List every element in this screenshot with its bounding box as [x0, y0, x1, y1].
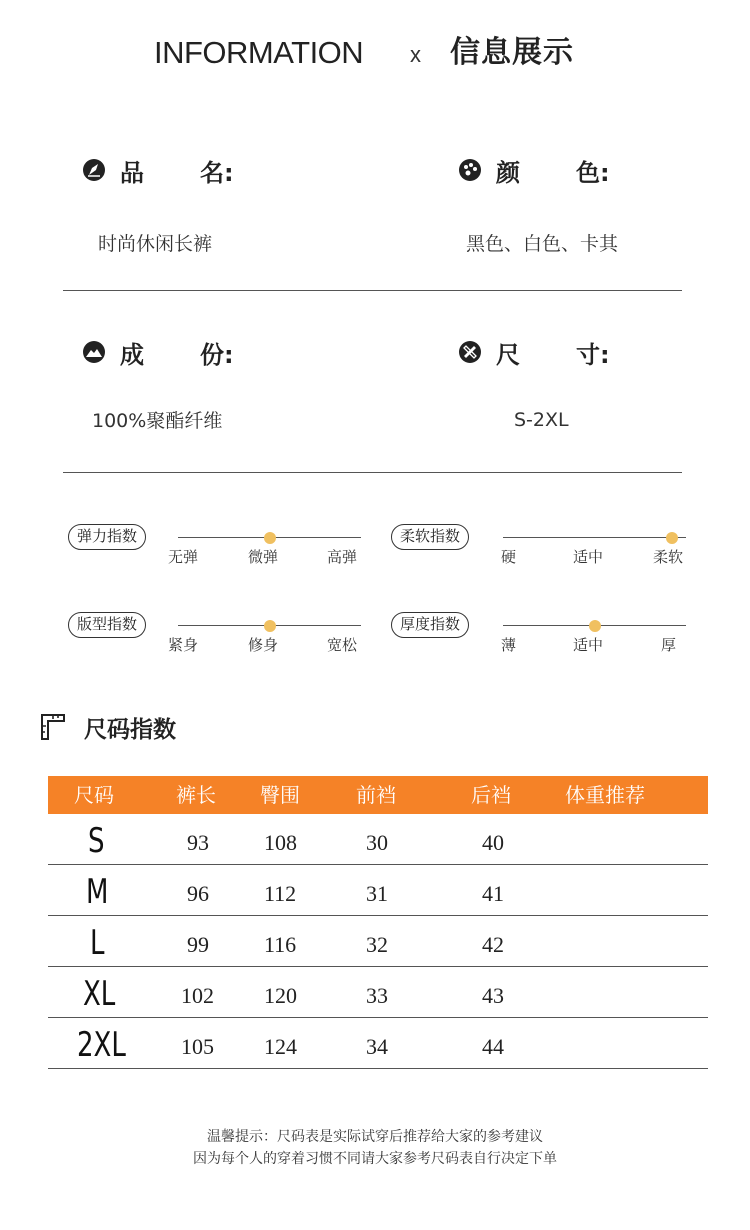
index-option: 硬 [501, 548, 517, 566]
size-cell: M [86, 872, 109, 912]
table-cell: 32 [366, 932, 388, 957]
header-title-cn: 信息展示 [450, 35, 574, 70]
ruler-icon [40, 713, 66, 741]
header-cell: 前裆 [356, 783, 396, 807]
table-cell: 43 [482, 983, 504, 1008]
index-marker [666, 532, 678, 544]
info-name-label-a: 品 [120, 158, 144, 187]
info-name-value: 时尚休闲长裤 [98, 233, 213, 255]
size-cell: XL [83, 974, 116, 1014]
index-label: 版型指数 [68, 612, 146, 638]
index-scale [68, 611, 388, 654]
table-cell: 116 [264, 932, 297, 957]
index-option: 厚 [661, 636, 677, 654]
table-cell: 30 [366, 830, 388, 855]
table-cell: 120 [264, 983, 297, 1008]
header-cell: 后裆 [471, 783, 511, 807]
info-size-label-b: 寸: [576, 340, 610, 369]
index-marker [264, 620, 276, 632]
table-cell: 41 [482, 881, 504, 906]
index-option: 宽松 [327, 636, 358, 654]
table-row [48, 967, 708, 1018]
index-label: 弹力指数 [68, 524, 146, 550]
table-cell: 33 [366, 983, 388, 1008]
info-size-label [458, 337, 610, 367]
size-cell: 2XL [77, 1025, 126, 1065]
size-table [48, 776, 708, 1069]
table-row [48, 865, 708, 916]
index-option: 修身 [248, 636, 279, 654]
info-color-label-a: 颜 [496, 158, 520, 187]
index-scale [68, 523, 388, 566]
table-row [48, 1018, 708, 1069]
index-scale [391, 523, 711, 566]
index-option: 适中 [573, 636, 604, 654]
size-section-heading: 尺码指数 [84, 716, 176, 743]
size-cell: S [88, 821, 105, 861]
index-option: 无弹 [168, 548, 199, 566]
info-size-label-a: 尺 [496, 340, 520, 369]
index-scale [391, 611, 711, 654]
table-cell: 96 [187, 881, 209, 906]
info-size-value: S-2XL [514, 409, 569, 431]
info-name-label [82, 155, 234, 185]
size-section-title [40, 710, 176, 744]
table-row [48, 916, 708, 967]
palette-icon [458, 158, 482, 182]
index-option: 薄 [501, 636, 517, 654]
header-cell: 尺码 [74, 783, 114, 807]
table-cell: 42 [482, 932, 504, 957]
index-track [503, 537, 686, 538]
table-cell: 40 [482, 830, 504, 855]
header-cell: 裤长 [176, 783, 216, 807]
page-header [0, 34, 750, 74]
pen-icon [82, 158, 106, 182]
info-material-value: 100%聚酯纤维 [92, 410, 223, 432]
divider [63, 290, 682, 291]
table-cell: 31 [366, 881, 388, 906]
header-title-en: INFORMATION [154, 35, 364, 70]
index-option: 微弹 [248, 548, 279, 566]
index-marker [589, 620, 601, 632]
table-cell: 34 [366, 1034, 388, 1059]
table-cell: 93 [187, 830, 209, 855]
index-option: 紧身 [168, 636, 199, 654]
table-cell: 112 [264, 881, 297, 906]
footer-note-line1: 温馨提示：尺码表是实际试穿后推荐给大家的参考建议 [207, 1129, 543, 1145]
info-material-label-a: 成 [120, 340, 144, 369]
header-separator: x [410, 42, 421, 67]
index-marker [264, 532, 276, 544]
size-table-header [48, 776, 708, 814]
index-option: 柔软 [653, 548, 684, 566]
size-cell: L [90, 923, 105, 963]
info-color-value: 黑色、白色、卡其 [466, 233, 619, 255]
table-cell: 108 [264, 830, 297, 855]
header-cell: 体重推荐 [565, 783, 645, 807]
divider [63, 472, 682, 473]
table-cell: 99 [187, 932, 209, 957]
table-cell: 102 [181, 983, 214, 1008]
info-name-label-b: 名: [200, 158, 234, 187]
table-cell: 105 [181, 1034, 214, 1059]
index-label: 柔软指数 [391, 524, 469, 550]
index-label: 厚度指数 [391, 612, 469, 638]
index-option: 高弹 [327, 548, 358, 566]
table-row [48, 814, 708, 865]
ruler-pencil-icon [458, 340, 482, 364]
table-cell: 44 [482, 1034, 504, 1059]
index-option: 适中 [573, 548, 604, 566]
footer-note-line2: 因为每个人的穿着习惯不同请大家参考尺码表自行决定下单 [193, 1151, 557, 1167]
info-color-label-b: 色: [576, 158, 610, 187]
table-cell: 124 [264, 1034, 297, 1059]
info-color-label [458, 155, 610, 185]
info-material-label-b: 份: [200, 340, 234, 369]
header-cell: 臀围 [260, 783, 300, 807]
info-material-label [82, 337, 234, 367]
mountain-icon [82, 340, 106, 364]
